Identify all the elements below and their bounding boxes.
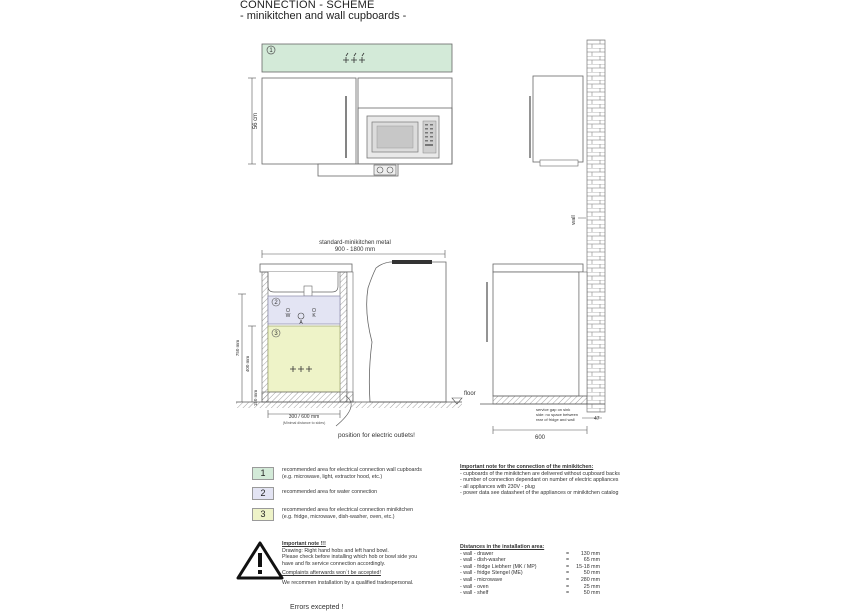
floor-label: floor (464, 391, 476, 397)
service-gap-note-1: service gap on sink (536, 407, 571, 412)
position-outlets-label: position for electric outlets! (338, 432, 415, 439)
legend-line: recommended area for water connection (282, 489, 378, 495)
legend-number-2: 2 (260, 488, 266, 498)
zone-3-number: 3 (274, 331, 278, 337)
distance-equals: = (566, 570, 570, 577)
important-connection-note (460, 464, 620, 497)
distance-value: 15-18 mm (576, 563, 600, 570)
distance-label: - wall - dish-washer (460, 557, 506, 564)
standard-width-value: 900 - 1800 mm (334, 247, 376, 253)
dim-300-600-note: (Minimal distance to sides) (282, 421, 326, 425)
legend-text-1 (282, 467, 422, 480)
distance-value: 280 mm (580, 576, 600, 583)
warning-note-head: Important note !!! (282, 541, 326, 547)
minikitchen-front-view (235, 240, 476, 439)
legend-line: recommended area for electrical connection wall cupboards (282, 467, 422, 473)
water-warm-label: W (285, 313, 291, 319)
legend-number-1: 1 (260, 468, 266, 478)
zone-2-water-connection (268, 296, 340, 324)
plug-symbol-icon (290, 366, 312, 372)
distance-value: 25 mm (583, 583, 600, 590)
legend-text-3 (282, 507, 413, 520)
socket-icon (374, 165, 396, 175)
distance-row (460, 551, 602, 558)
note-line: - all appliances with 230V - plug (460, 483, 535, 490)
distance-label: - wall - oven (460, 583, 489, 590)
wall-cupboard-left (262, 78, 356, 164)
dim-300-600: 300 / 600 mm (288, 414, 320, 420)
legend-swatch-1 (252, 467, 274, 480)
distance-label: - wall - microwave (460, 576, 503, 583)
distance-row (460, 590, 602, 597)
service-gap-note-2: side: no space between (536, 412, 579, 417)
warning-note (282, 541, 417, 587)
wall-label: wall (571, 215, 577, 225)
legend-number-3: 3 (260, 509, 266, 519)
minikitchen-side-view (480, 264, 605, 441)
errors-excepted-text: Errors excepted ! (290, 604, 344, 611)
legend-line: (e.g. microwave, light, extractor hood, etc.) (282, 473, 383, 480)
distance-equals: = (566, 557, 570, 564)
legend-line: recommended area for electrical connection minikitchen (282, 507, 414, 513)
distance-equals: = (566, 563, 570, 570)
standard-width-label: standard-minikitchen metal (319, 240, 391, 246)
dim-150mm: 150 mm (253, 389, 258, 407)
page-title: CONNECTION - SCHEME (240, 0, 375, 11)
warning-line: Please check before installing which hob or bowl side you (282, 554, 418, 561)
microwave-icon (367, 116, 439, 158)
wall-cupboard-front-view (248, 44, 452, 176)
recommend-text: We recommen installation by a qualified tradespersonal. (282, 579, 414, 586)
warning-line: have and fix service connection accordingly. (282, 560, 386, 567)
distance-equals: = (566, 590, 570, 597)
distance-value: 130 mm (580, 550, 600, 557)
important-connection-note-head: Important note for the connection of the minikitchen: (460, 464, 594, 470)
distance-label: - wall - fridge Liebherr (MK / MP) (460, 563, 537, 570)
distance-label: - wall - fridge Stengel (ME) (460, 570, 523, 577)
cabinet-cutaway (367, 262, 446, 402)
distance-value: 50 mm (583, 570, 600, 577)
dim-47: 47 (594, 416, 600, 422)
distance-equals: = (566, 576, 570, 583)
distance-value: 50 mm (583, 590, 600, 597)
distance-equals: = (566, 583, 570, 590)
distance-row (460, 584, 602, 591)
warning-icon (238, 543, 282, 578)
distance-equals: = (566, 550, 570, 557)
dim-400mm: 400 mm (245, 355, 250, 373)
zone-1-number: 1 (269, 48, 273, 54)
complaints-text: Complaints afterwards won´t be accepted! (282, 570, 381, 577)
zone-1-wall-connection (262, 44, 452, 72)
dim-600: 600 (534, 435, 546, 441)
water-drain-label: A (299, 320, 303, 326)
note-line: - power data see datasheet of the appliances or minikitchen catalog (460, 490, 619, 497)
legend-swatch-2 (252, 487, 274, 500)
note-line: - cupboards of the minikitchen are delivered without cupboard backs (460, 470, 620, 477)
distance-label: - wall - drawer (460, 550, 494, 557)
distance-value: 65 mm (583, 557, 600, 564)
distance-row (460, 577, 602, 584)
water-cold-label: K (312, 313, 316, 319)
legend-swatch-3 (252, 508, 274, 521)
dim-750mm: 750 mm (235, 339, 240, 357)
dim-56cm: 56 cm (253, 112, 259, 130)
legend-line: (e.g. fridge, microwave, dish-washer, oven, etc.) (282, 513, 395, 520)
distances-head: Distances in the installation area: (460, 544, 545, 550)
distance-row (460, 557, 602, 564)
service-gap-note-3: rear of fridge and wall (536, 417, 575, 422)
hob-icon (392, 260, 432, 264)
distance-row (460, 564, 602, 571)
note-line: - number of connection dependant on number of electric appliances (460, 477, 619, 484)
brick-wall (587, 40, 605, 412)
distances-table (460, 544, 602, 597)
zone-2-number: 2 (274, 300, 278, 306)
warning-line: Drawing: Right hand hobs and left hand bowl. (282, 547, 389, 554)
page-subtitle: - minikitchen and wall cupboards - (240, 10, 407, 22)
legend-text-2 (282, 489, 377, 496)
distance-label: - wall - shelf (460, 590, 489, 597)
distance-row (460, 570, 602, 577)
